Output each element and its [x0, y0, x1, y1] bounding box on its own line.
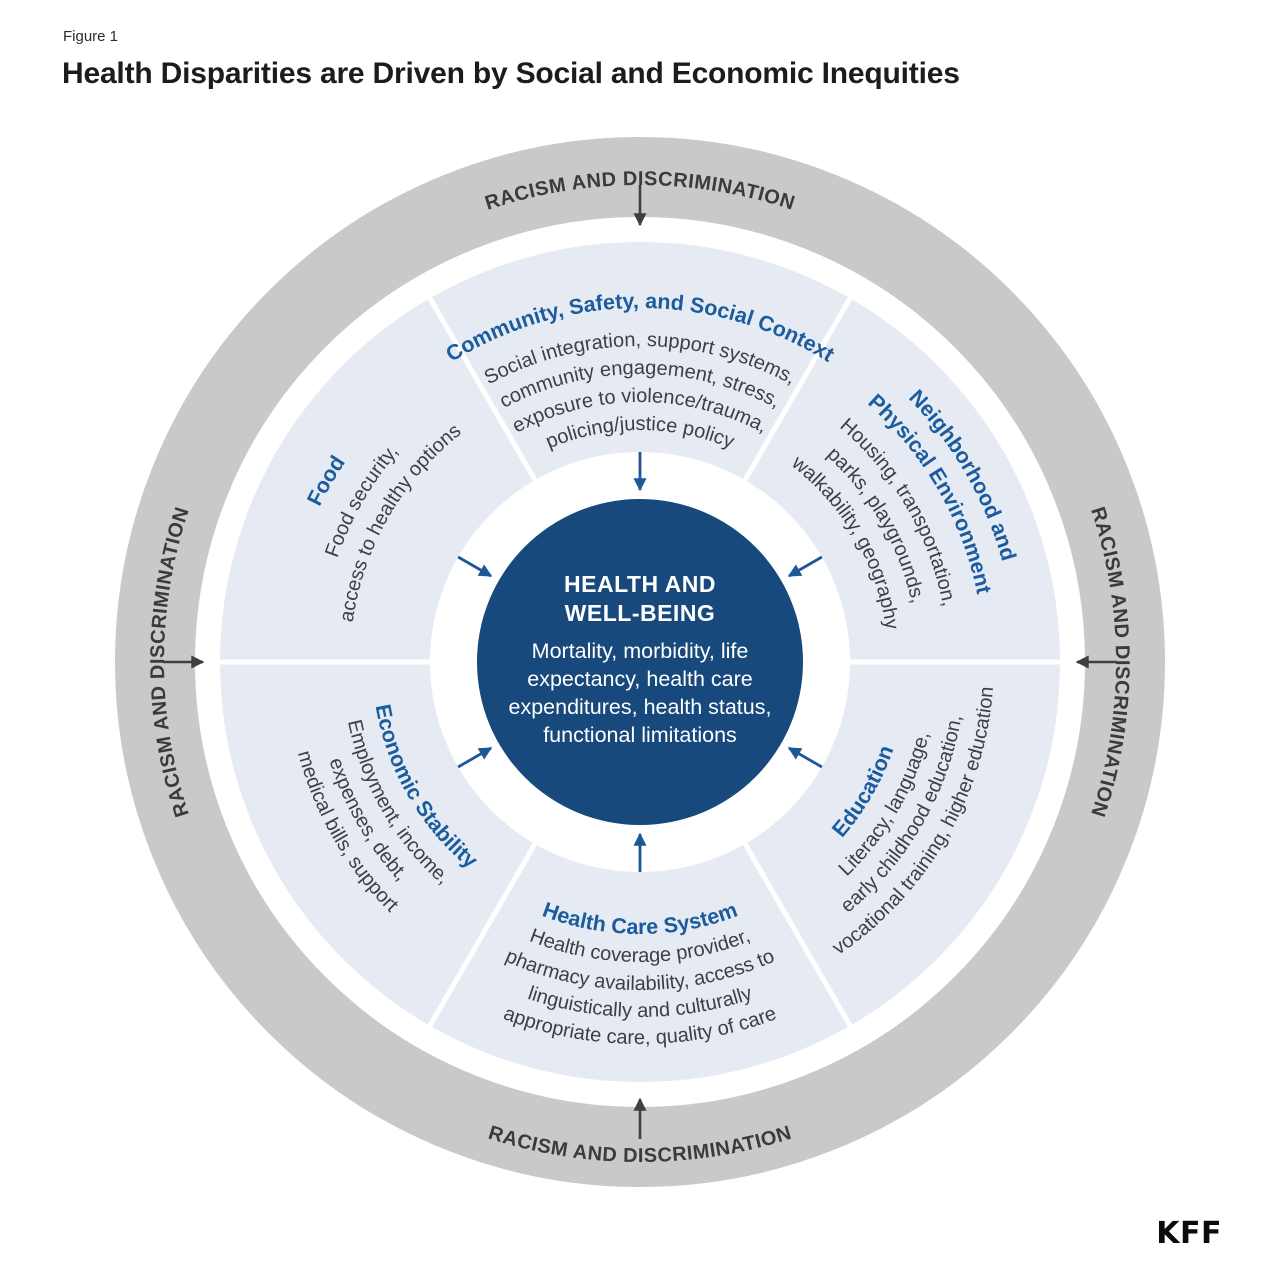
center-heading: WELL-BEING	[564, 600, 716, 626]
racism-discrimination-label: RACISM AND DISCRIMINATION	[482, 167, 798, 215]
neighborhood-text: walkability, geography	[787, 451, 903, 631]
economic-arrow	[458, 748, 491, 767]
food-arrow	[458, 557, 491, 576]
center-text: expectancy, health care	[527, 667, 753, 691]
community-heading: Community, Safety, and Social Context	[441, 288, 839, 367]
food-text: Food security,	[321, 440, 403, 561]
healthcare-text: pharmacy availability, access to	[502, 945, 778, 996]
neighborhood-text: Housing, transportation,	[835, 414, 960, 609]
healthcare-heading: Health Care System	[539, 897, 741, 940]
food-heading: Food	[302, 451, 350, 510]
community-text: community engagement, stress,	[496, 356, 785, 413]
healthcare-text: linguistically and culturally	[525, 982, 755, 1023]
neighborhood-heading: Neighborhood and	[904, 385, 1021, 564]
racism-discrimination-label: RACISM AND DISCRIMINATION	[485, 1121, 795, 1168]
center-text: functional limitations	[543, 723, 737, 747]
center-text: Mortality, morbidity, life	[531, 639, 749, 663]
center-text: expenditures, health status,	[508, 695, 772, 719]
community-text: exposure to violence/trauma,	[508, 384, 772, 438]
kff-logo: KFF	[1156, 1216, 1222, 1251]
figure-label: Figure 1	[63, 28, 119, 45]
education-text: vocational training, higher education	[828, 685, 999, 960]
economic-text: Employment, income,	[343, 717, 454, 889]
community-text: Social integration, support systems,	[480, 328, 800, 390]
page-title: Health Disparities are Driven by Social and Economic Inequities	[62, 57, 960, 90]
racism-discrimination-label: RACISM AND DISCRIMINATION	[146, 504, 194, 820]
education-text: Literacy, language,	[834, 729, 935, 881]
racism-discrimination-label: RACISM AND DISCRIMINATION	[1086, 504, 1134, 820]
neighborhood-arrow	[789, 557, 822, 576]
economic-text: expenses, debt,	[324, 755, 412, 886]
neighborhood-heading: Physical Environment	[863, 389, 996, 596]
community-text: policing/justice policy	[542, 412, 738, 454]
center-heading: HEALTH AND	[564, 571, 716, 597]
education-text: early childhood education,	[836, 713, 967, 918]
economic-heading: Economic Stability	[370, 702, 483, 873]
healthcare-text: Health coverage provider,	[526, 924, 754, 968]
education-arrow	[789, 748, 822, 767]
economic-text: medical bills, support	[292, 748, 403, 917]
food-text: access to healthy options	[335, 419, 466, 624]
education-heading: Education	[827, 742, 899, 842]
healthcare-text: appropriate care, quality of care	[500, 1002, 780, 1050]
neighborhood-text: parks, playgrounds,	[822, 442, 929, 606]
